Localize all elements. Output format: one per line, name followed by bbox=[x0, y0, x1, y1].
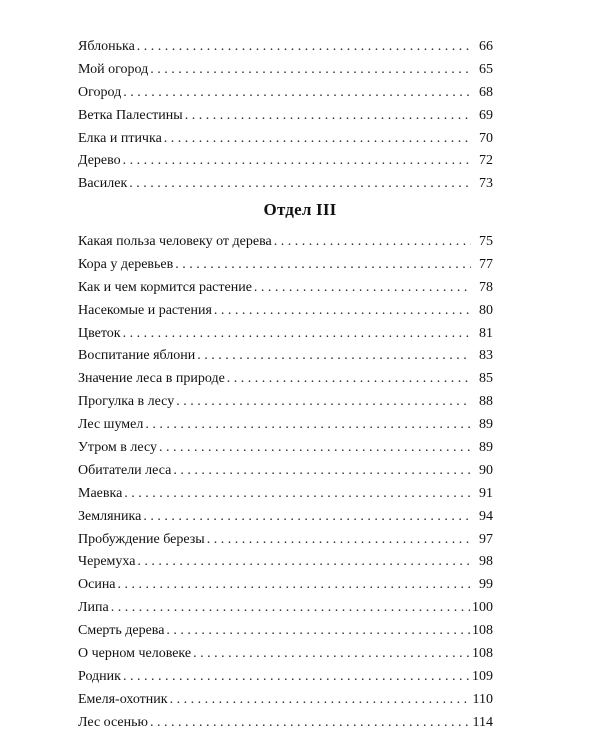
toc-entry bbox=[78, 105, 493, 128]
toc-entry-title: Лес осенью bbox=[78, 714, 148, 730]
toc-entry-title: О черном человеке bbox=[78, 646, 192, 662]
toc-entry-page-number: 99 bbox=[479, 577, 493, 593]
toc-entry bbox=[78, 551, 493, 574]
toc-entry-page-number: 108 bbox=[472, 646, 493, 662]
dot-leader bbox=[111, 597, 470, 620]
toc-entry-page-number: 75 bbox=[479, 234, 493, 249]
dot-leader bbox=[254, 277, 471, 300]
toc-entry-title: Земляника bbox=[78, 508, 142, 524]
toc-entry-title: Кора у деревьев bbox=[78, 256, 174, 272]
toc-entry-title: Лес шумел bbox=[78, 417, 144, 433]
toc-entry bbox=[78, 712, 493, 735]
toc-entry-page-number: 109 bbox=[472, 668, 493, 684]
toc-entry bbox=[78, 414, 493, 437]
toc-entry bbox=[78, 437, 493, 460]
dot-leader bbox=[123, 150, 471, 173]
toc-entry-page-number: 83 bbox=[479, 348, 493, 364]
toc-entry bbox=[78, 506, 493, 529]
toc-entry-page-number: 88 bbox=[479, 394, 493, 410]
toc-entry-page-number: 68 bbox=[479, 84, 493, 100]
toc-entry-page-number: 78 bbox=[479, 279, 493, 295]
section-heading: Отдел III bbox=[263, 200, 337, 219]
dot-leader bbox=[137, 36, 471, 59]
toc-entry-title: Значение леса в природе bbox=[78, 371, 225, 387]
toc-entry-page-number: 98 bbox=[479, 554, 493, 570]
dot-leader bbox=[123, 323, 471, 346]
dot-leader bbox=[227, 368, 471, 391]
toc-entry bbox=[78, 254, 493, 277]
toc-entry-title: Мой огород bbox=[78, 61, 149, 77]
toc-entry-title: Осина bbox=[78, 577, 116, 593]
toc-entry bbox=[78, 277, 493, 300]
toc-entry-title: Маевка bbox=[78, 485, 123, 501]
toc-entry-page-number: 72 bbox=[479, 153, 493, 169]
dot-leader bbox=[207, 529, 471, 552]
toc-entry-title: Какая польза человеку от дерева bbox=[78, 234, 272, 249]
toc-entry-page-number: 91 bbox=[479, 485, 493, 501]
toc-entry bbox=[78, 529, 493, 552]
toc-entry bbox=[78, 643, 493, 666]
toc-entry bbox=[78, 82, 493, 105]
toc-entry-page-number: 114 bbox=[472, 714, 493, 730]
toc-entry-page-number: 70 bbox=[479, 130, 493, 146]
dot-leader bbox=[137, 551, 471, 574]
toc-entry-page-number: 77 bbox=[479, 256, 493, 272]
toc-entry-page-number: 89 bbox=[479, 417, 493, 433]
toc-entry-page-number: 81 bbox=[479, 325, 493, 341]
toc-entry-title: Емеля-охотник bbox=[78, 691, 168, 707]
toc-entry bbox=[78, 323, 493, 346]
dot-leader bbox=[143, 506, 471, 529]
toc-entry-title: Елка и птичка bbox=[78, 130, 162, 146]
toc-entry-page-number: 108 bbox=[472, 623, 493, 639]
toc-entry-page-number: 73 bbox=[479, 176, 493, 192]
toc-entry-title: Ветка Палестины bbox=[78, 107, 183, 123]
dot-leader bbox=[123, 82, 471, 105]
toc-entry-title: Липа bbox=[78, 600, 109, 616]
toc-entry bbox=[78, 345, 493, 368]
dot-leader bbox=[274, 231, 471, 254]
toc-entry-title: Насекомые и растения bbox=[78, 302, 212, 318]
toc-entry bbox=[78, 59, 493, 82]
toc-entry bbox=[78, 173, 493, 196]
toc-entry-title: Пробуждение березы bbox=[78, 531, 205, 547]
dot-leader bbox=[193, 643, 470, 666]
dot-leader bbox=[124, 483, 471, 506]
toc-entry bbox=[78, 460, 493, 483]
toc-entry-page-number: 80 bbox=[479, 302, 493, 318]
dot-leader bbox=[164, 128, 471, 151]
dot-leader bbox=[176, 391, 471, 414]
toc-entry-page-number: 97 bbox=[479, 531, 493, 547]
toc-entry-title: Смерть дерева bbox=[78, 623, 165, 639]
toc-entry-page-number: 90 bbox=[479, 462, 493, 478]
toc-entry-title: Дерево bbox=[78, 153, 121, 169]
dot-leader bbox=[129, 173, 471, 196]
toc-list-part-b bbox=[78, 231, 493, 735]
toc-entry-title: Черемуха bbox=[78, 554, 136, 570]
toc-entry-title: Прогулка в лесу bbox=[78, 394, 175, 410]
toc-entry-page-number: 94 bbox=[479, 508, 493, 524]
toc-entry bbox=[78, 483, 493, 506]
toc-entry-title: Огород bbox=[78, 84, 122, 100]
toc-entry bbox=[78, 128, 493, 151]
toc-entry-page-number: 100 bbox=[472, 600, 493, 616]
toc-entry bbox=[78, 597, 493, 620]
dot-leader bbox=[118, 574, 471, 597]
dot-leader bbox=[214, 300, 471, 323]
toc-entry bbox=[78, 391, 493, 414]
toc-entry-page-number: 66 bbox=[479, 39, 493, 54]
dot-leader bbox=[150, 59, 471, 82]
toc-entry-page-number: 69 bbox=[479, 107, 493, 123]
toc-entry-title: Обитатели леса bbox=[78, 462, 172, 478]
toc-entry bbox=[78, 368, 493, 391]
toc-entry bbox=[78, 36, 493, 59]
dot-leader bbox=[123, 666, 470, 689]
toc-entry-title: Воспитание яблони bbox=[78, 348, 196, 364]
dot-leader bbox=[145, 414, 471, 437]
toc-entry bbox=[78, 231, 493, 254]
toc-entry-page-number: 110 bbox=[472, 691, 493, 707]
dot-leader bbox=[175, 254, 471, 277]
toc-entry bbox=[78, 620, 493, 643]
dot-leader bbox=[166, 620, 470, 643]
toc-entry bbox=[78, 150, 493, 173]
toc-entry-page-number: 65 bbox=[479, 61, 493, 77]
toc-entry bbox=[78, 666, 493, 689]
toc-list-part-a bbox=[78, 36, 493, 196]
dot-leader bbox=[150, 712, 471, 735]
dot-leader bbox=[170, 689, 471, 712]
toc-entry bbox=[78, 574, 493, 597]
toc-entry-title: Цветок bbox=[78, 325, 121, 341]
toc-entry bbox=[78, 689, 493, 712]
toc-entry-page-number: 89 bbox=[479, 440, 493, 456]
toc-entry-title: Как и чем кормится растение bbox=[78, 279, 252, 295]
toc-entry-title: Родник bbox=[78, 668, 121, 684]
dot-leader bbox=[185, 105, 471, 128]
dot-leader bbox=[197, 345, 471, 368]
toc-entry-title: Василек bbox=[78, 176, 128, 192]
toc-entry-title: Яблонька bbox=[78, 39, 135, 54]
toc-entry-page-number: 85 bbox=[479, 371, 493, 387]
dot-leader bbox=[173, 460, 471, 483]
toc-entry-title: Утром в лесу bbox=[78, 440, 157, 456]
dot-leader bbox=[159, 437, 471, 460]
toc-entry bbox=[78, 300, 493, 323]
